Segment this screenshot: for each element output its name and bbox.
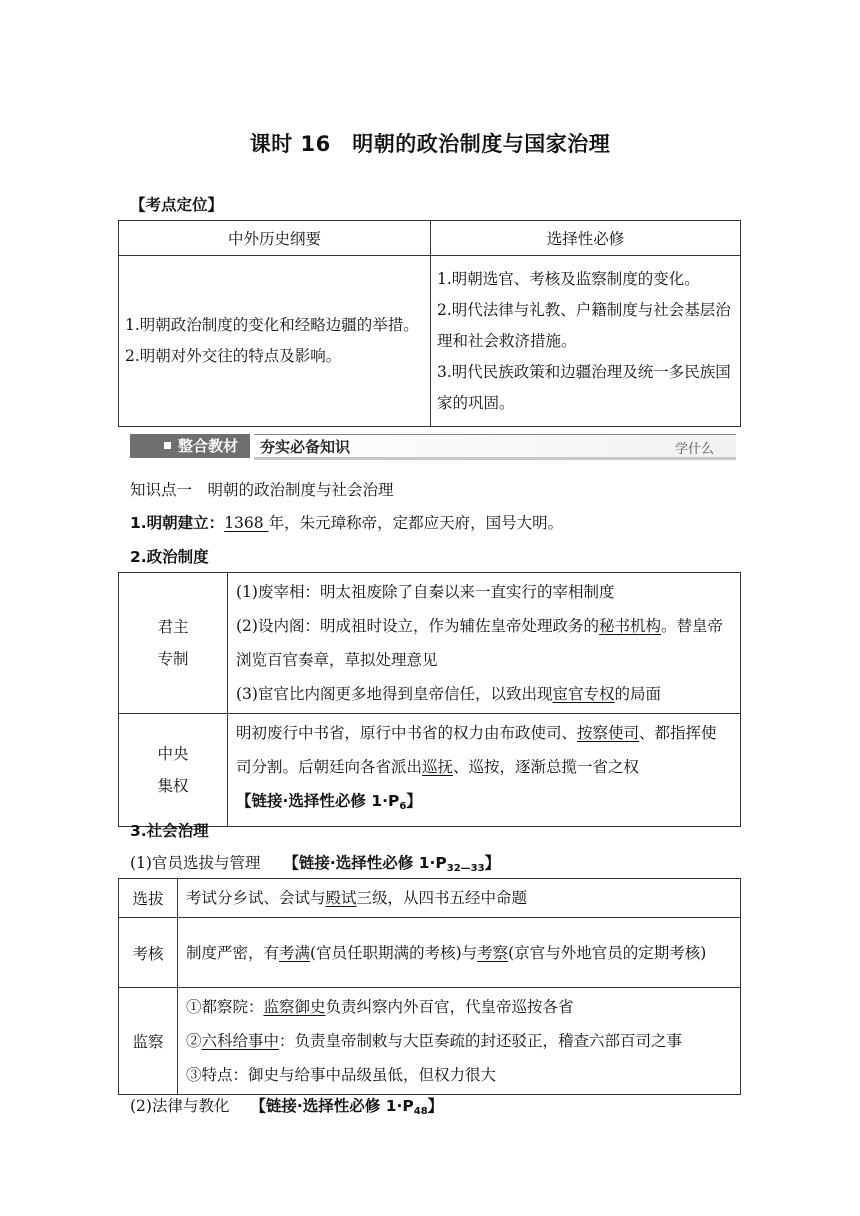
col2-item: 2.明代法律与礼教、户籍制度与社会基层治理和社会救济措施。 (437, 300, 731, 350)
col2-cell (431, 256, 741, 427)
law-heading: (2)法律与教化 【链接·选择性必修 $1\cdot P_{48}$】 (130, 1097, 444, 1117)
col1-item: 2.明朝对外交往的特点及影响。 (125, 347, 342, 365)
political-system-heading: 2.政治制度 (130, 548, 209, 566)
selection-content: 考试分乡试、会试与殿试三级，从四书五经中命题 (178, 879, 741, 918)
founding-line: 1.明朝建立：1368 年，朱元璋称帝，定都应天府，国号大明。 (130, 514, 564, 532)
social-governance-heading: 3.社会治理 (130, 822, 209, 840)
assessment-content: 制度严密，有考满(官员任职期满的考核)与考察(京官与外地官员的定期考核) (178, 918, 741, 988)
textbook-link: 【链接·选择性必修 $1\cdot P_{48}$】 (250, 1097, 444, 1117)
page-title: 课时 16 明朝的政治制度与国家治理 (249, 132, 611, 156)
exam-section-heading: 【考点定位】 (130, 196, 224, 214)
centralization-content: 明初废行中书省，原行中书省的权力由布政使司、按察使司、都指挥使司分割。后朝廷向各省派出巡抚、巡按，逐渐总揽一省之权 【链接·选择性必修 $1\cdot P_6$】 (228, 714, 741, 827)
banner-side-label: 学什么 (674, 442, 714, 457)
knowledge-point-heading: 知识点一 明朝的政治制度与社会治理 (130, 481, 394, 499)
row-label-autocracy: 君主 专制 (119, 573, 228, 714)
row-label-selection: 选拔 (119, 879, 178, 918)
exam-table (118, 220, 741, 427)
row-label-assessment: 考核 (119, 918, 178, 988)
row-label-centralization: 中央 集权 (119, 714, 228, 827)
col2-item: 1.明朝选官、考核及监察制度的变化。 (437, 269, 700, 288)
supervision-content: ①都察院：监察御史负责纠察内外百官，代皇帝巡按各省 ②六科给事中：负责皇帝制敕与大臣奏疏的封还驳正，稽查六部百司之事 ③特点：御史与给事中品级虽低，但权力很大 (178, 988, 741, 1095)
col1-item: 1.明朝政治制度的变化和经略边疆的举措。 (125, 316, 419, 334)
textbook-link: 【链接·选择性必修 $1\cdot P_6$】 (236, 792, 422, 812)
col1-header: 中外历史纲要 (119, 221, 431, 256)
textbook-link: 【链接·选择性必修 $1\cdot P_{32—33}$】 (283, 854, 501, 874)
banner-title: 夯实必备知识 学什么 (254, 434, 736, 460)
political-table (118, 572, 741, 827)
banner-label: 整合教材 (130, 434, 250, 458)
col2-item: 3.明代民族政策和边疆治理及统一多民族国家的巩固。 (437, 362, 731, 412)
row-label-supervision: 监察 (119, 988, 178, 1095)
autocracy-content: (1)废宰相：明太祖废除了自秦以来一直实行的宰相制度 (2)设内阁：明成祖时设立，作为辅佐皇帝处理政务的秘书机构。替皇帝浏览百官奏章，草拟处理意见 (3)宦官比内阁更多地得到皇帝信任，以致出现宦官专权的局面 (228, 573, 741, 714)
col2-header: 选择性必修 (431, 221, 741, 256)
square-icon (164, 442, 171, 449)
officials-table (118, 878, 741, 1095)
officials-heading: (1)官员选拔与管理 【链接·选择性必修 $1\cdot P_{32—33}$】 (130, 854, 501, 874)
col1-cell (119, 256, 431, 427)
section-banner (130, 434, 736, 460)
